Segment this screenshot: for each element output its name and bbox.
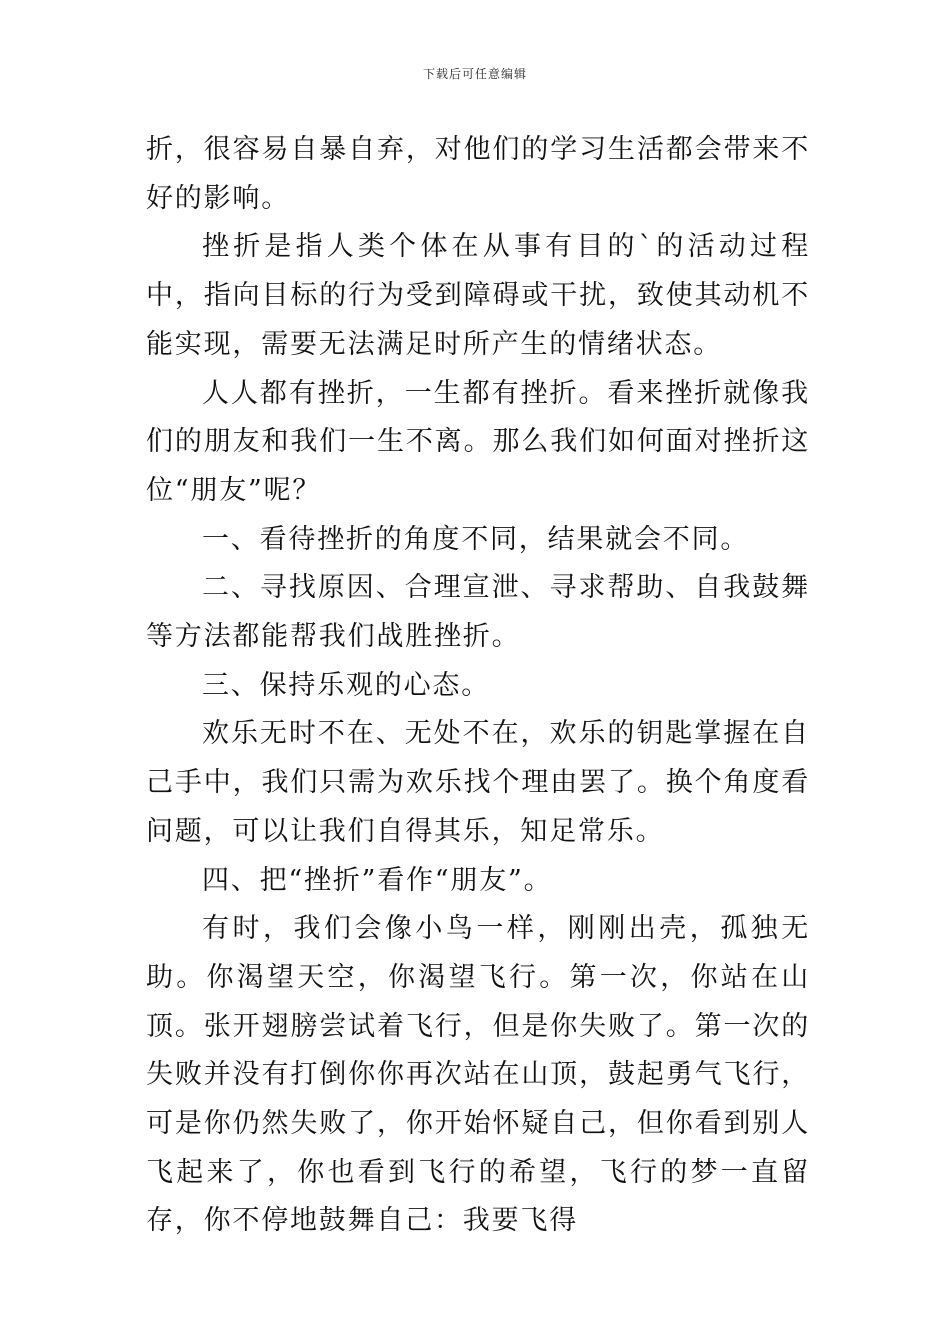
page-header: 下载后可任意编辑 [422,67,527,81]
paragraph-6: 三、保持乐观的心态。 [202,669,490,701]
paragraph-7: 欢乐无时不在、无处不在，欢乐的钥匙掌握在自己手中，我们只需为欢乐找个理由罢了。换个角度看问题，可以让我们自得其乐，知足常乐。 [146,718,810,847]
paragraph-2: 挫折是指人类个体在从事有目的`的活动过程中，指向目标的行为受到障碍或干扰，致使其动机不能实现，需要无法满足时所产生的情绪状态。 [146,231,810,360]
paragraph-9: 有时，我们会像小鸟一样，刚刚出壳，孤独无助。你渴望天空，你渴望飞行。第一次，你站在山顶。张开翅膀尝试着飞行，但是你失败了。第一次的失败并没有打倒你你再次站在山顶，鼓起勇气飞行，可是你仍然失败了，你开始怀疑自己，但你看到别人飞起来了，你也看到飞行的希望，飞行的梦一直留存，你不停地鼓舞自己：我要飞得 [146,913,810,1237]
document-body [146,126,810,1246]
paragraph-5: 二、寻找原因、合理宣泄、寻求帮助、自我鼓舞等方法都能帮我们战胜挫折。 [146,572,810,653]
paragraph-1: 折，很容易自暴自弃，对他们的学习生活都会带来不好的影响。 [146,134,810,214]
paragraph-8: 四、把“挫折”看作“朋友”。 [202,864,553,896]
paragraph-4: 一、看待挫折的角度不同，结果就会不同。 [202,523,750,555]
paragraph-3: 人人都有挫折，一生都有挫折。看来挫折就像我们的朋友和我们一生不离。那么我们如何面对挫折这位“朋友”呢？ [146,377,810,506]
